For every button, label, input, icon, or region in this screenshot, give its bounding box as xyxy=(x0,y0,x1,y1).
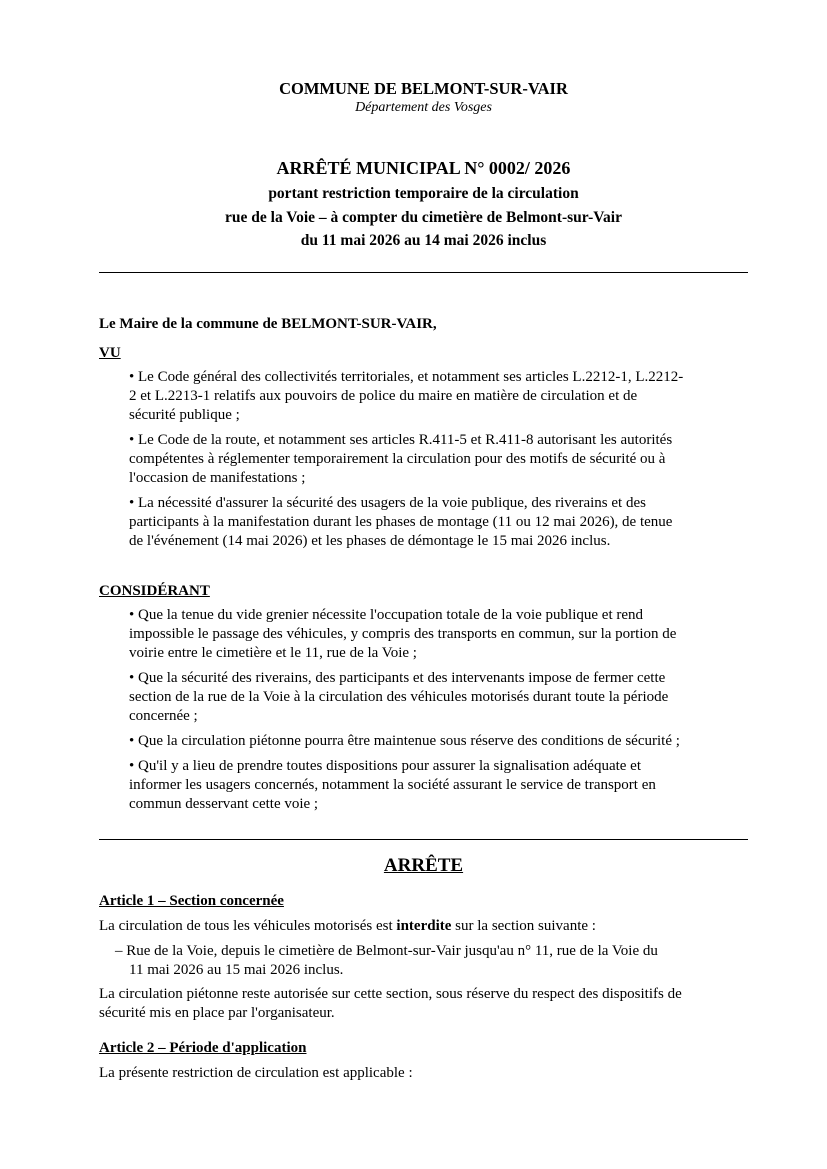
article-1-heading: Article 1 – Section concernée xyxy=(99,893,284,909)
department-name: Département des Vosges xyxy=(355,100,492,115)
article-1-item-line-1: – Rue de la Voie, depuis le cimetière de Belmont-sur-Vair jusqu'au n° 11, rue de la Voie du xyxy=(115,943,658,959)
vu-item-2-line-3: l'occasion de manifestations ; xyxy=(129,470,306,486)
article-1-line-1-end: sur la section suivante : xyxy=(451,918,596,934)
considerant-item-4-line-1: • Qu'il y a lieu de prendre toutes dispositions pour assurer la signalisation adéquate et xyxy=(129,758,641,774)
commune-name: COMMUNE DE BELMONT-SUR-VAIR xyxy=(279,79,568,98)
decree-subtitle-2: rue de la Voie – à compter du cimetière de Belmont-sur-Vair xyxy=(225,209,622,226)
vu-item-3-line-1: • La nécessité d'assurer la sécurité des usagers de la voie publique, des riverains et des xyxy=(129,495,646,511)
decree-subtitle-3: du 11 mai 2026 au 14 mai 2026 inclus xyxy=(300,232,547,249)
article-2-heading: Article 2 – Période d'application xyxy=(99,1040,307,1056)
vu-item-1-line-1: • Le Code général des collectivités territoriales, et notamment ses articles L.2212-1, L.2212- xyxy=(129,369,684,385)
arrete-heading: ARRÊTE xyxy=(383,855,464,876)
considerant-item-2-line-1: • Que la sécurité des riverains, des participants et des intervenants impose de fermer cette xyxy=(129,670,666,686)
considerant-item-3-line-1: • Que la circulation piétonne pourra être maintenue sous réserve des conditions de sécurité ; xyxy=(129,733,680,749)
considerant-item-1-line-3: voirie entre le cimetière et le 11, rue de la Voie ; xyxy=(129,645,417,661)
decree-title: ARRÊTÉ MUNICIPAL N° 0002/ 2026 xyxy=(276,158,571,178)
vu-item-2-line-2: compétentes à réglementer temporairement la circulation pour des motifs de sécurité ou à xyxy=(129,451,666,467)
considerant-item-2-line-3: concernée ; xyxy=(129,708,198,724)
decree-subtitle-1: portant restriction temporaire de la circulation xyxy=(268,185,579,202)
divider-top xyxy=(99,272,748,273)
intro-line: Le Maire de la commune de BELMONT-SUR-VAIR, xyxy=(99,316,437,332)
vu-item-3-line-3: de l'événement (14 mai 2026) et les phases de démontage le 15 mai 2026 inclus. xyxy=(129,533,611,549)
considerant-item-1-line-2: impossible le passage des véhicules, y compris des transports en commun, sur la portion de xyxy=(129,626,677,642)
vu-heading: VU xyxy=(99,345,121,361)
article-1-item-line-2: 11 mai 2026 au 15 mai 2026 inclus. xyxy=(129,962,344,978)
divider-middle xyxy=(99,839,748,840)
article-1-line-1-start: La circulation de tous les véhicules motorisés est xyxy=(99,918,397,934)
vu-item-2-line-1: • Le Code de la route, et notamment ses articles R.411-5 et R.411-8 autorisant les autorités xyxy=(129,432,673,448)
considerant-item-4-line-3: commun desservant cette voie ; xyxy=(129,796,319,812)
vu-item-3-line-2: participants à la manifestation durant les phases de montage (11 ou 12 mai 2026), de tenue xyxy=(129,514,673,530)
considerant-item-2-line-2: section de la rue de la Voie à la circulation des véhicules motorisés durant toute la période xyxy=(129,689,669,705)
considerant-item-4-line-2: informer les usagers concernés, notamment la société assurant le service de transport en xyxy=(129,777,656,793)
article-1-line-1 xyxy=(99,918,596,935)
article-2-line-1: La présente restriction de circulation est applicable : xyxy=(99,1065,413,1081)
article-1-para-line-2: sécurité mis en place par l'organisateur. xyxy=(99,1005,335,1021)
considerant-heading: CONSIDÉRANT xyxy=(99,583,210,599)
article-1-interdite: interdite xyxy=(396,918,452,934)
vu-item-1-line-3: sécurité publique ; xyxy=(129,407,240,423)
considerant-item-1-line-1: • Que la tenue du vide grenier nécessite l'occupation totale de la voie publique et rend xyxy=(129,607,644,623)
article-1-para-line-1: La circulation piétonne reste autorisée sur cette section, sous réserve du respect des dispositifs de xyxy=(99,986,682,1002)
vu-item-1-line-2: 2 et L.2213-1 relatifs aux pouvoirs de police du maire en matière de circulation et de xyxy=(129,388,638,404)
